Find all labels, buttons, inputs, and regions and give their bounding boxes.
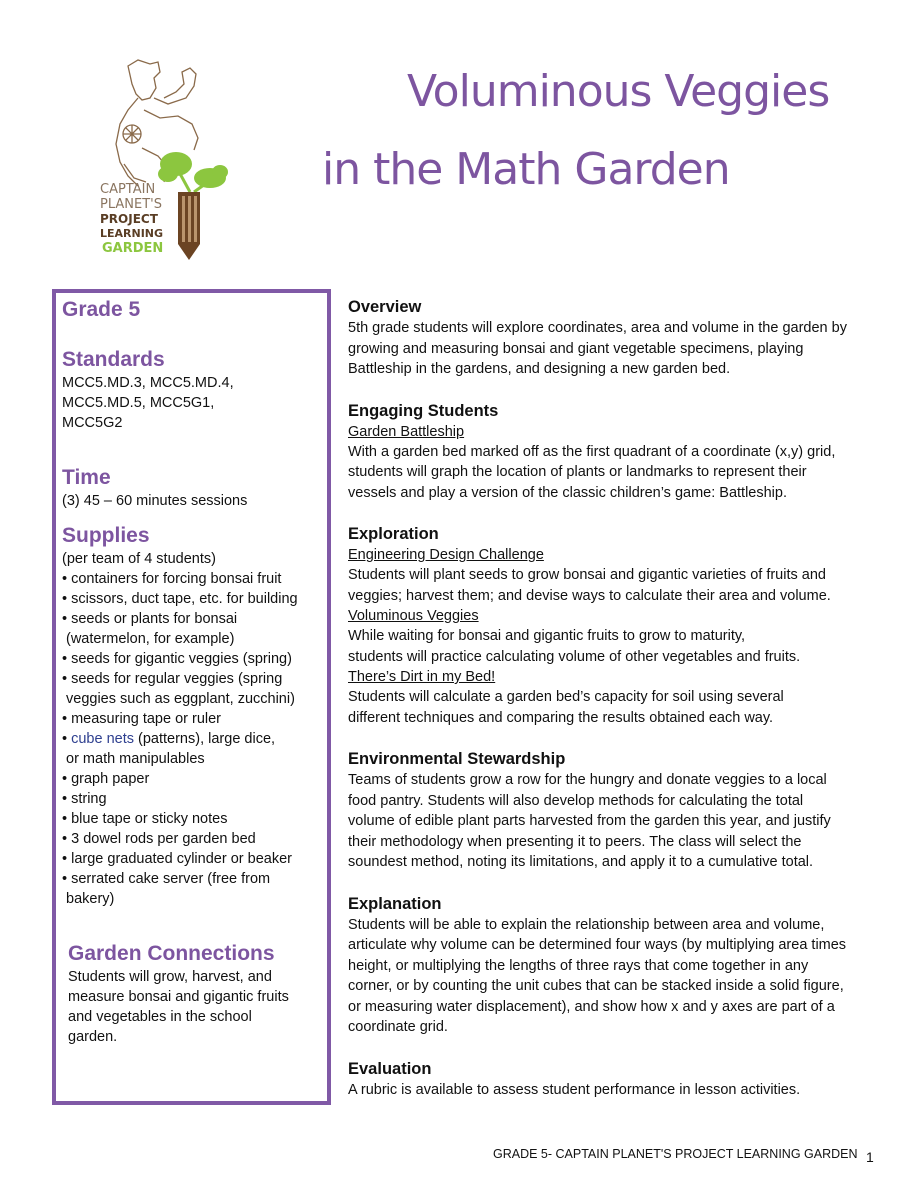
paragraph-line: 5th grade students will explore coordinates, area and volume in the garden by [348, 320, 847, 336]
paragraph-line: their methodology when presenting it to peers. The class will select the [348, 833, 802, 850]
list-item: • cube nets (patterns), large dice, or math manipulables [62, 731, 276, 767]
list-item: • string [62, 791, 107, 807]
section-heading: Exploration [348, 525, 439, 543]
paragraph-line: Teams of students grow a row for the hungry and donate veggies to a local [348, 772, 827, 788]
garden-connections-line: garden. [68, 1029, 118, 1045]
paragraph-line: volume of edible plant parts harvested from the garden this year, and justify [348, 813, 831, 829]
logo-line-3: PROJECT [100, 212, 158, 226]
paragraph-line: different techniques and comparing the results obtained each way. [348, 709, 774, 726]
cube-nets-link[interactable]: cube nets [71, 731, 134, 747]
list-item: • blue tape or sticky notes [62, 811, 228, 827]
paragraph-line: Students will be able to explain the relationship between area and volume, [348, 916, 825, 933]
section-heading: Explanation [348, 894, 442, 913]
page-title-line-2: in the Math Garden [322, 144, 730, 195]
standards-line: MCC5.MD.5, MCC5G1, [62, 395, 215, 411]
list-item: • 3 dowel rods per garden bed [62, 831, 256, 847]
standards-line: MCC5.MD.3, MCC5.MD.4, [62, 375, 234, 391]
paragraph-line: students will practice calculating volume of other vegetables and fruits. [348, 648, 801, 665]
exploration-section [348, 523, 888, 728]
list-item: • seeds for gigantic veggies (spring) [62, 651, 292, 667]
paragraph-line: coordinate grid. [348, 1019, 448, 1035]
subheading: Garden Battleship [348, 423, 465, 440]
logo-line-4: LEARNING [100, 227, 164, 240]
overview-section [348, 296, 888, 380]
paragraph-line: food pantry. Students will also develop methods for calculating the total [348, 792, 804, 809]
section-heading: Evaluation [348, 1059, 432, 1078]
list-item: • containers for forcing bonsai fruit [62, 571, 282, 587]
supplies-list [62, 569, 323, 909]
logo-line-1: CAPTAIN [100, 182, 156, 197]
garden-connections-line: measure bonsai and gigantic fruits [68, 989, 289, 1005]
grade-heading: Grade 5 [62, 298, 141, 321]
logo-line-5: GARDEN [102, 241, 164, 256]
standards-line: MCC5G2 [62, 415, 123, 431]
paragraph-line: height, or multiplying the lengths of three rays that come together in any [348, 957, 809, 974]
garden-connections-line: Students will grow, harvest, and [68, 969, 272, 985]
paragraph-line: Battleship in the gardens, and designing a new garden bed. [348, 361, 731, 377]
list-item: • large graduated cylinder or beaker [62, 851, 292, 867]
paragraph-line: growing and measuring bonsai and giant vegetable specimens, playing [348, 340, 804, 357]
paragraph-line: corner, or by counting the unit cubes that can be stacked inside a solid figure, [348, 978, 844, 994]
paragraph-line: Students will calculate a garden bed’s capacity for soil using several [348, 689, 784, 705]
list-item: • serrated cake server (free from bakery) [62, 871, 271, 907]
evaluation-section [348, 1058, 888, 1101]
explanation-section [348, 893, 888, 1038]
subheading: Engineering Design Challenge [348, 547, 544, 563]
subheading: There’s Dirt in my Bed! [348, 669, 496, 685]
time-text: (3) 45 – 60 minutes sessions [62, 493, 248, 509]
paragraph-line: With a garden bed marked off as the first quadrant of a coordinate (x,y) grid, [348, 443, 836, 460]
paragraph-line: soundest method, noting its limitations, and apply it to a cumulative total. [348, 854, 814, 870]
paragraph-line: Students will plant seeds to grow bonsai and gigantic varieties of fruits and [348, 567, 826, 583]
page-footer: GRADE 5- CAPTAIN PLANET'S PROJECT LEARNING GARDEN [493, 1147, 858, 1161]
standards-heading: Standards [62, 348, 165, 371]
paragraph-line: veggies; harvest them; and devise ways to calculate their area and volume. [348, 587, 831, 604]
paragraph-line: articulate why volume can be determined four ways (by multiplying area times [348, 937, 847, 953]
captain-planet-logo [98, 58, 248, 263]
paragraph-line: A rubric is available to assess student performance in lesson activities. [348, 1081, 801, 1098]
list-item: • seeds or plants for bonsai (watermelon, for example) [62, 611, 238, 647]
list-item: • graph paper [62, 771, 150, 787]
stewardship-section [348, 748, 888, 873]
subheading: Voluminous Veggies [348, 608, 479, 624]
list-item: • measuring tape or ruler [62, 711, 222, 727]
sidebar-box [52, 289, 331, 1105]
paragraph-line: While waiting for bonsai and gigantic fruits to grow to maturity, [348, 628, 746, 644]
page-title-line-1: Voluminous Veggies [407, 66, 830, 117]
logo-line-2: PLANET'S [100, 197, 162, 212]
page-number: 1 [866, 1149, 874, 1165]
engaging-section [348, 400, 888, 504]
list-item: • seeds for regular veggies (spring veggies such as eggplant, zucchini) [62, 671, 295, 707]
hero-illustration-icon [98, 58, 248, 263]
section-heading: Overview [348, 298, 422, 316]
garden-connections-line: and vegetables in the school [68, 1009, 252, 1025]
time-heading: Time [62, 466, 111, 489]
main-content [348, 296, 888, 1100]
garden-connections-heading: Garden Connections [68, 942, 275, 965]
paragraph-line: students will graph the location of plants or landmarks to represent their [348, 464, 807, 480]
paragraph-line: vessels and play a version of the classic children’s game: Battleship. [348, 484, 787, 501]
section-heading: Engaging Students [348, 401, 499, 420]
list-item: • scissors, duct tape, etc. for building [62, 591, 298, 607]
paragraph-line: or measuring water displacement), and show how x and y axes are part of a [348, 998, 835, 1015]
supplies-heading: Supplies [62, 524, 150, 547]
supplies-intro: (per team of 4 students) [62, 551, 216, 567]
section-heading: Environmental Stewardship [348, 750, 566, 768]
